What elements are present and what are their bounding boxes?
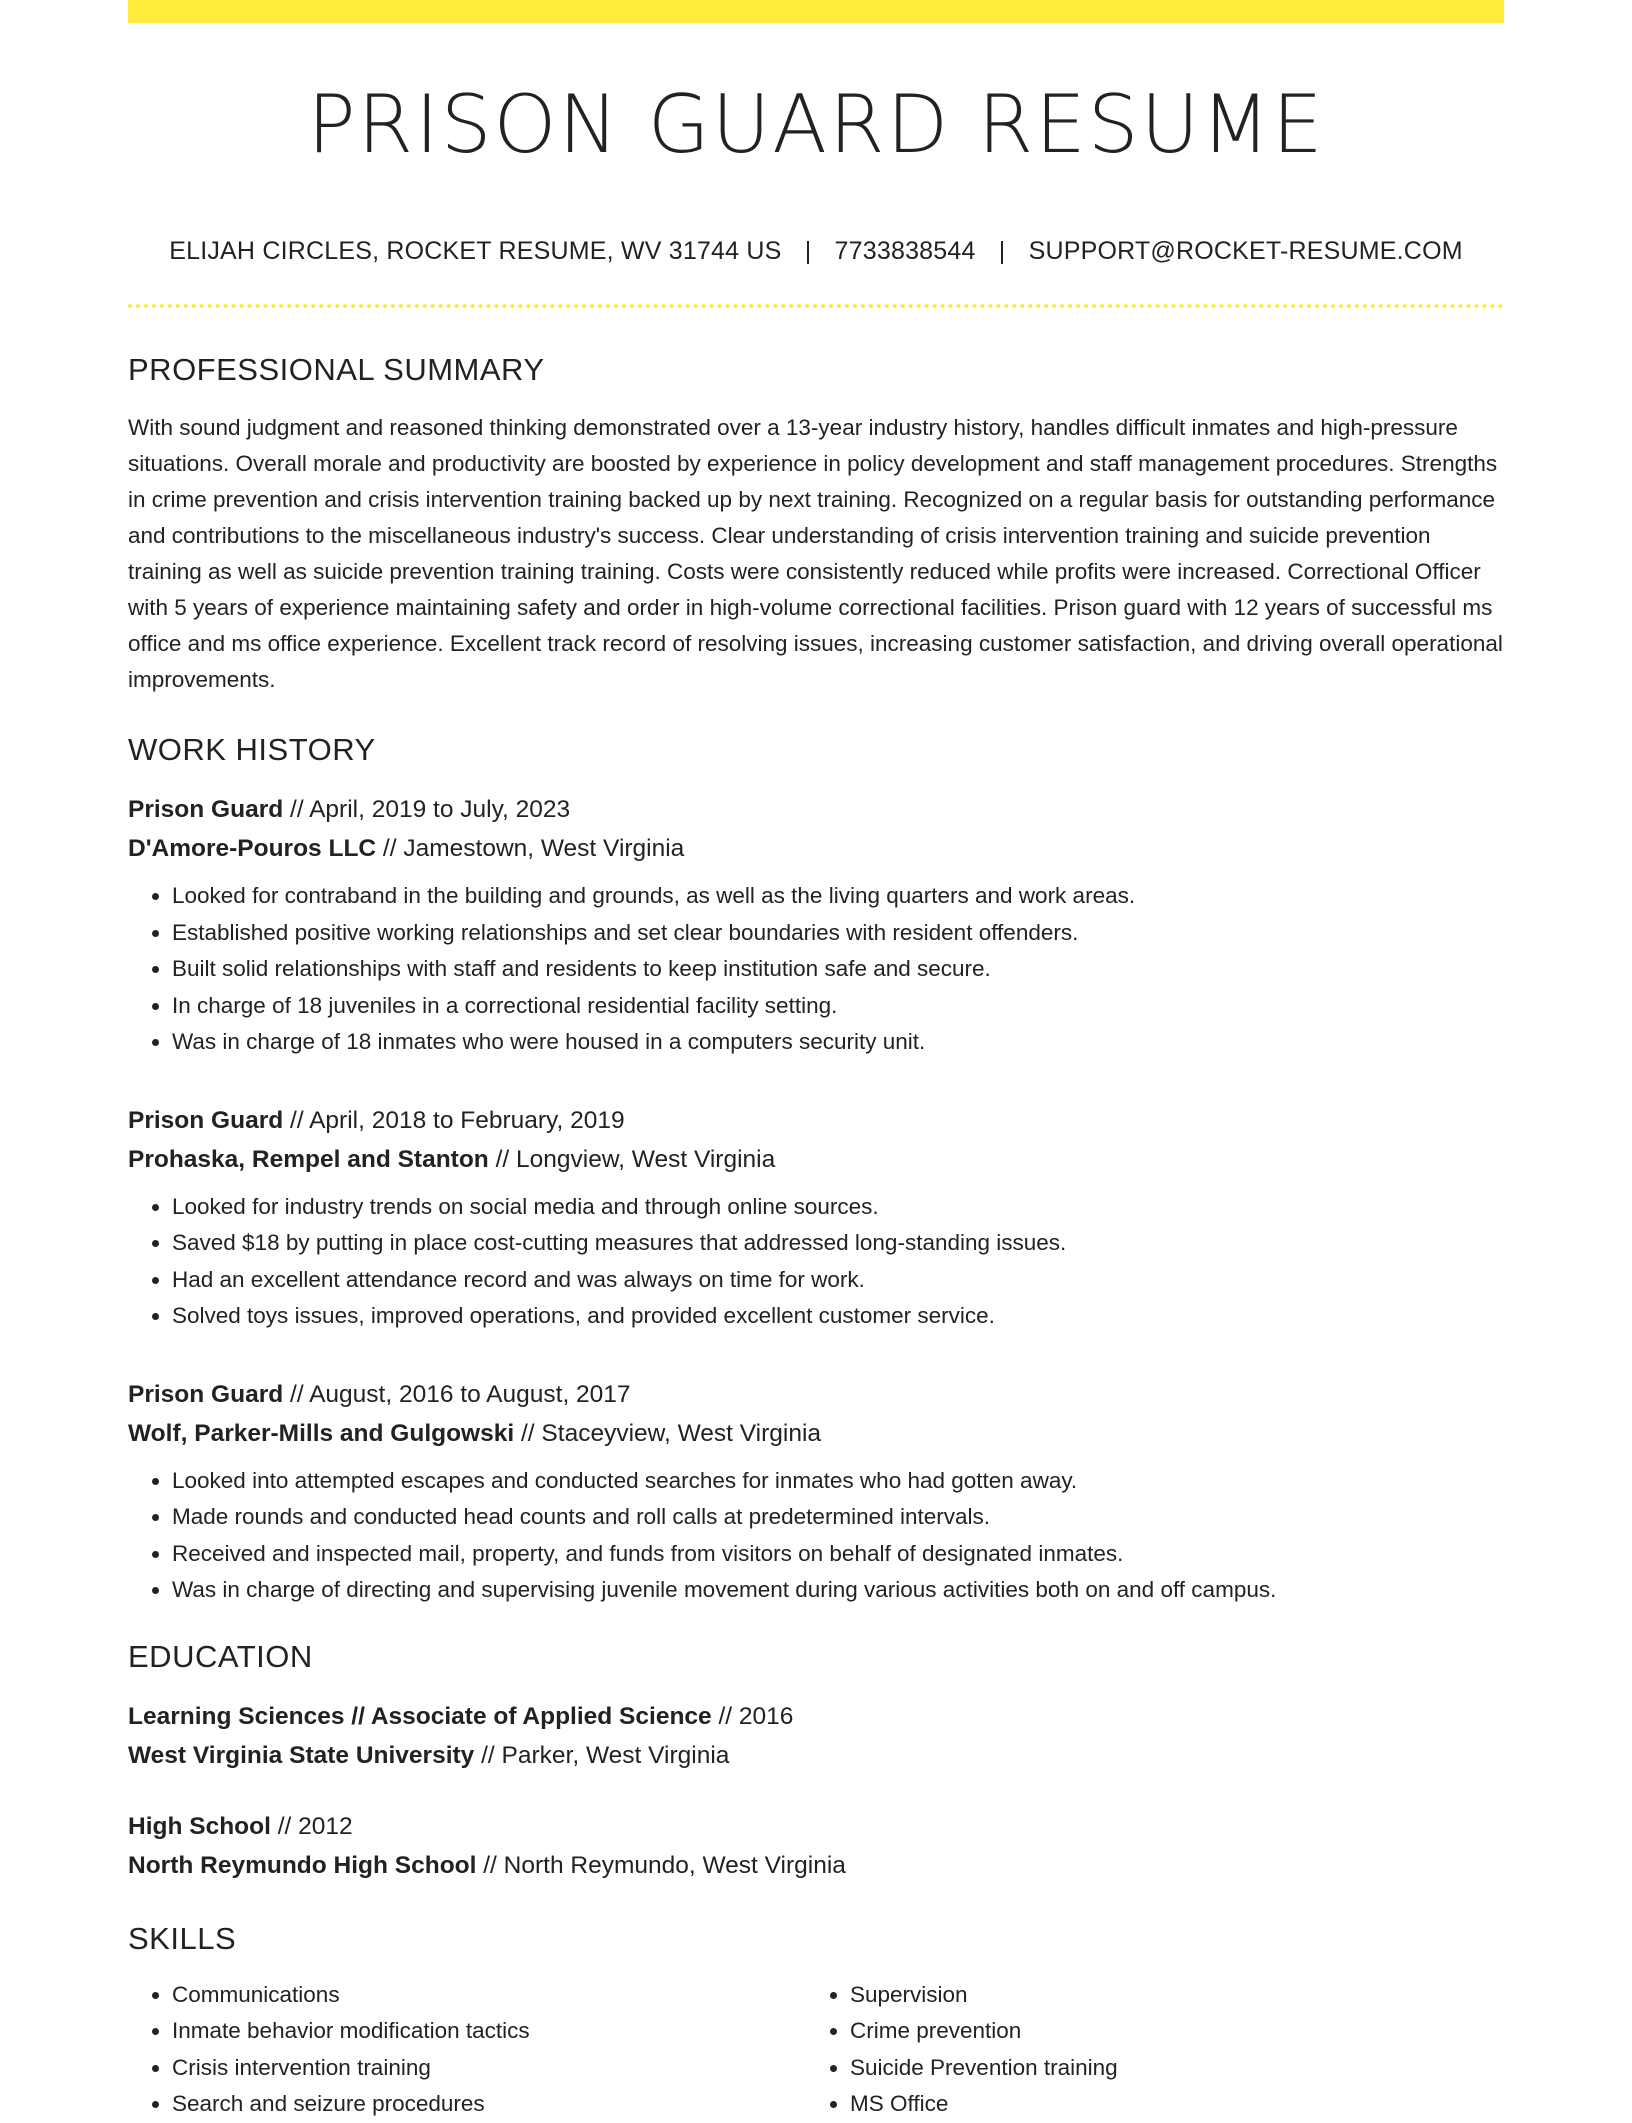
contact-separator: | [804, 237, 812, 265]
list-item: • In charge of 18 juveniles in a correctional residential facility setting. [172, 988, 1504, 1025]
job-location: // Longview, West Virginia [488, 1145, 776, 1173]
skills-column-left [128, 1977, 806, 2123]
contact-phone: 7733838544 [834, 237, 976, 265]
skill-item: • Communications [172, 1977, 806, 2014]
resume-page [128, 0, 1504, 2123]
education-school-line [128, 1736, 1504, 1775]
education-entry [128, 1807, 1504, 1885]
job-entry [128, 1375, 1504, 1609]
job-dates: // August, 2016 to August, 2017 [283, 1380, 631, 1408]
list-item: • Received and inspected mail, property, and funds from visitors on behalf of designated inmates. [172, 1536, 1504, 1573]
job-bullets [128, 1463, 1504, 1609]
education-heading: EDUCATION [128, 1638, 313, 1674]
education-school-line [128, 1846, 1504, 1885]
contact-email: SUPPORT@ROCKET-RESUME.COM [1028, 237, 1463, 265]
list-item: • Was in charge of directing and supervising juvenile movement during various activities both on and off campus. [172, 1572, 1504, 1609]
skills-list [128, 1977, 1504, 2123]
education-year: // 2016 [711, 1702, 794, 1730]
skill-item: • Crisis intervention training [172, 2050, 806, 2087]
job-title-line [128, 790, 1504, 829]
list-item: • Built solid relationships with staff and residents to keep institution safe and secure. [172, 951, 1504, 988]
list-item: • Had an excellent attendance record and was always on time for work. [172, 1262, 1504, 1299]
job-title: Prison Guard [128, 1106, 284, 1134]
top-accent-bar [128, 0, 1504, 23]
education-entry [128, 1697, 1504, 1775]
skill-item: • Inmate behavior modification tactics [172, 2013, 806, 2050]
job-company: Prohaska, Rempel and Stanton [128, 1145, 489, 1173]
education-location: // North Reymundo, West Virginia [476, 1851, 846, 1879]
job-title: Prison Guard [128, 1380, 284, 1408]
job-dates: // April, 2019 to July, 2023 [283, 796, 571, 823]
skill-item: • Search and seizure procedures [172, 2086, 806, 2123]
job-company: D'Amore-Pouros LLC [128, 835, 377, 862]
work-history-heading: WORK HISTORY [128, 732, 376, 767]
skills-column-right [806, 1977, 1484, 2123]
job-bullets [128, 878, 1504, 1061]
education-school: North Reymundo High School [128, 1851, 477, 1879]
contact-address: ELIJAH CIRCLES, ROCKET RESUME, WV 31744 US [169, 237, 782, 265]
list-item: • Saved $18 by putting in place cost-cutting measures that addressed long-standing issues. [172, 1225, 1504, 1262]
job-dates: // April, 2018 to February, 2019 [283, 1106, 625, 1134]
job-company: Wolf, Parker-Mills and Gulgowski [128, 1419, 515, 1447]
list-item: • Looked into attempted escapes and conducted searches for inmates who had gotten away. [172, 1463, 1504, 1500]
job-company-line [128, 1140, 1504, 1179]
skill-item: • Suicide Prevention training [850, 2050, 1484, 2087]
summary-text: With sound judgment and reasoned thinking demonstrated over a 13-year industry history, handles difficult inmates and high-pressure situations. Overall morale and productivity are boosted by experience in policy development and staff management procedures. Strengths in crime prevention and crisis intervention training backed up by next training. Recognized on a regular basis for outstanding performance and contributions to the miscellaneous industry's success. Clear understanding of crisis intervention training and suicide prevention training as well as suicide prevention training training. Costs were consistently reduced while profits were increased. Correctional Officer with 5 years of experience maintaining safety and order in high-volume correctional facilities. Prison guard with 12 years of successful ms office and ms office experience. Excellent track record of resolving issues, increasing customer satisfaction, and driving overall operational improvements. [128, 415, 1503, 692]
job-entry [128, 1101, 1504, 1335]
list-item: • Looked for contraband in the building and grounds, as well as the living quarters and work areas. [172, 878, 1504, 915]
education-degree-line [128, 1807, 1504, 1846]
list-item: • Made rounds and conducted head counts and roll calls at predetermined intervals. [172, 1499, 1504, 1536]
skill-item: • Supervision [850, 1977, 1484, 2014]
education-location: // Parker, West Virginia [474, 1741, 730, 1769]
page-title: PRISON GUARD RESUME [307, 78, 1325, 171]
job-title-line [128, 1101, 1504, 1140]
skill-item: • Crime prevention [850, 2013, 1484, 2050]
list-item: • Was in charge of 18 inmates who were housed in a computers security unit. [172, 1024, 1504, 1061]
job-entry [128, 790, 1504, 1061]
list-item: • Established positive working relationships and set clear boundaries with resident offenders. [172, 915, 1504, 952]
job-company-line [128, 829, 1504, 868]
list-item: • Looked for industry trends on social media and through online sources. [172, 1189, 1504, 1226]
skill-item: • MS Office [850, 2086, 1484, 2123]
education-degree-line [128, 1697, 1504, 1736]
list-item: • Solved toys issues, improved operations, and provided excellent customer service. [172, 1298, 1504, 1335]
contact-separator: | [998, 237, 1006, 265]
education-school: West Virginia State University [128, 1741, 475, 1769]
education-year: // 2012 [270, 1812, 353, 1840]
education-degree: Learning Sciences // Associate of Applied Science [128, 1702, 712, 1730]
header-divider [128, 304, 1504, 308]
job-title-line [128, 1375, 1504, 1414]
job-location: // Staceyview, West Virginia [514, 1419, 822, 1447]
education-degree: High School [128, 1812, 271, 1840]
job-company-line [128, 1414, 1504, 1453]
summary-heading: PROFESSIONAL SUMMARY [128, 352, 545, 387]
job-title: Prison Guard [128, 796, 284, 823]
job-location: // Jamestown, West Virginia [376, 835, 685, 862]
contact-line [128, 237, 1504, 266]
skills-heading: SKILLS [128, 1920, 237, 1956]
job-bullets [128, 1189, 1504, 1335]
